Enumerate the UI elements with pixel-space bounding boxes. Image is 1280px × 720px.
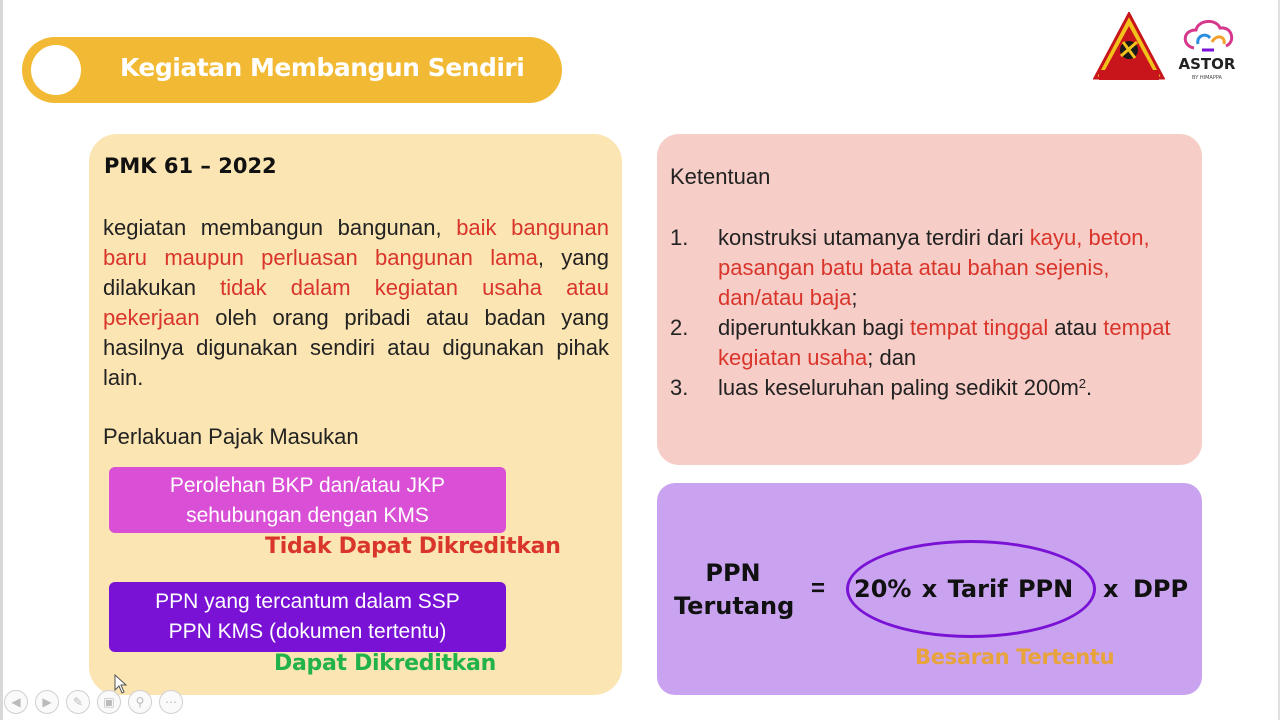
prev-icon[interactable]: ◀: [4, 690, 28, 714]
item-highlight: tempat kegiatan usaha: [718, 315, 1171, 370]
ketentuan-item: [670, 223, 1190, 313]
definition-highlight: tidak dalam kegiatan usaha atau pekerjaan: [103, 275, 609, 330]
ketentuan-item: [670, 373, 1190, 403]
creditable-box: [109, 582, 506, 652]
formula-lhs-line2: Terutang: [674, 592, 795, 620]
title-banner: [22, 37, 562, 103]
formula-times: x: [1103, 575, 1119, 603]
item-text: luas keseluruhan paling sedikit 200m: [718, 375, 1079, 400]
definition-paragraph: [103, 213, 609, 393]
formula-lhs-line1: PPN: [705, 559, 761, 587]
formula-equals: =: [811, 575, 826, 602]
item-superscript: 2: [1078, 376, 1087, 391]
non-creditable-box: [109, 467, 506, 533]
item-number: 1.: [670, 225, 689, 250]
formula-panel: [657, 483, 1202, 695]
definition-text: , yang dilakukan: [103, 245, 609, 300]
more-icon[interactable]: ⋯: [159, 690, 183, 714]
definition-highlight: baik bangunan baru maupun perluasan bangunan lama: [103, 215, 609, 270]
non-creditable-line2: sehubungan dengan KMS: [186, 504, 429, 527]
ketentuan-title: Ketentuan: [670, 164, 771, 189]
item-number: 2.: [670, 315, 689, 340]
pen-icon[interactable]: ✎: [66, 690, 90, 714]
formula-expression: 20% x Tarif PPN: [854, 575, 1074, 603]
item-text: .: [1086, 375, 1093, 400]
item-highlight: kayu, beton, pasangan batu bata atau bahan sejenis, dan/atau baja: [718, 225, 1150, 310]
item-number: 3.: [670, 375, 689, 400]
ketentuan-list: [670, 223, 1190, 403]
creditable-line1: PPN yang tercantum dalam SSP: [155, 590, 460, 613]
next-icon[interactable]: ▶: [35, 690, 59, 714]
astor-logo-name: ASTOR: [1178, 55, 1236, 73]
formula-lhs: [674, 557, 795, 623]
pmk-definition-panel: [89, 134, 622, 695]
formula-dpp: DPP: [1133, 575, 1189, 603]
ketentuan-panel: [657, 134, 1202, 465]
item-text: ;: [851, 285, 858, 310]
formula-note: Besaran Tertentu: [915, 645, 1115, 669]
definition-text: kegiatan membangun bangunan,: [103, 215, 457, 240]
non-creditable-line1: Perolehan BKP dan/atau JKP: [169, 474, 446, 497]
non-creditable-label: Tidak Dapat Dikreditkan: [265, 534, 561, 559]
presentation-toolbar: [4, 690, 183, 714]
slides-icon[interactable]: ▣: [97, 690, 121, 714]
definition-text: oleh orang pribadi atau badan yang hasilnya digunakan sendiri atau digunakan pihak lain.: [103, 305, 609, 390]
ketentuan-item: [670, 313, 1190, 373]
item-text: diperuntukkan bagi: [718, 315, 911, 340]
mouse-cursor-icon: [114, 674, 128, 694]
astor-logo: [1172, 14, 1242, 84]
astor-logo-sub: BY HIMAPPA: [1192, 75, 1222, 81]
perlakuan-title: Perlakuan Pajak Masukan: [103, 424, 359, 449]
title-circle-decoration: [31, 45, 81, 95]
pmk-heading: PMK 61 – 2022: [104, 154, 277, 178]
item-highlight: tempat tinggal: [910, 315, 1049, 340]
perpajakan-logo: [1093, 12, 1165, 84]
item-text: atau: [1048, 315, 1104, 340]
item-text: konstruksi utamanya terdiri dari: [718, 225, 1030, 250]
creditable-label: Dapat Dikreditkan: [274, 651, 496, 676]
item-text: ; dan: [867, 345, 917, 370]
creditable-line2: PPN KMS (dokumen tertentu): [168, 620, 447, 643]
slide-title: Kegiatan Membangun Sendiri: [120, 53, 525, 82]
zoom-icon[interactable]: ⚲: [128, 690, 152, 714]
